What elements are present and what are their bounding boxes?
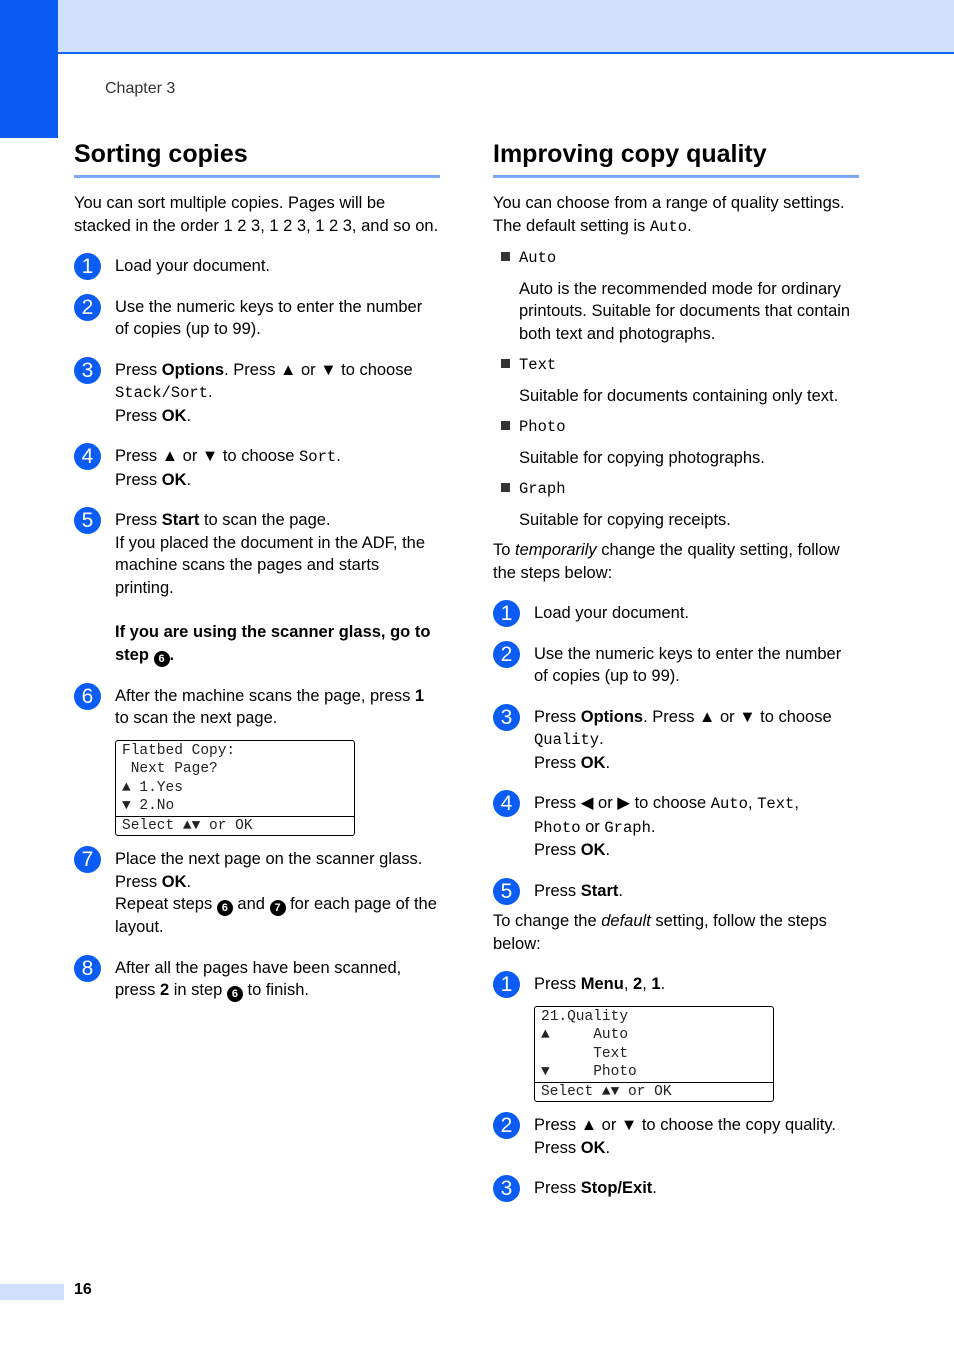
header-band: [0, 0, 954, 54]
improving-quality-heading: Improving copy quality: [493, 140, 859, 178]
step-number: 1: [493, 971, 520, 998]
default-step-3: 3 Press Stop/Exit.: [493, 1177, 859, 1200]
step-number: 2: [74, 294, 101, 321]
bullet-square-icon: [501, 483, 510, 492]
left-column: [74, 140, 440, 1002]
page-number: 16: [74, 1281, 92, 1298]
scanner-glass-note: If you are using the scanner glass, go to step 6 .: [115, 623, 431, 665]
step-number: 4: [493, 790, 520, 817]
bullet-square-icon: [501, 421, 510, 430]
step-number: 5: [493, 878, 520, 905]
step-number: 6: [74, 683, 101, 710]
bullet-square-icon: [501, 252, 510, 261]
step-ref-icon: 6: [217, 900, 233, 916]
lcd-display-quality: 21.Quality ▲ Auto Text ▼ Photo Select ▲▼ or OK: [534, 1006, 774, 1103]
default-intro: To change the default setting, follow the steps below:: [493, 912, 827, 953]
page-number-bar: [0, 1284, 64, 1300]
right-column: [493, 140, 859, 1200]
step-ref-icon: 6: [154, 651, 170, 667]
step-number: 2: [493, 641, 520, 668]
sorting-copies-heading: Sorting copies: [74, 140, 440, 178]
step-number: 3: [74, 357, 101, 384]
step-number: 7: [74, 846, 101, 873]
sort-step-7: 7 Place the next page on the scanner glass. Press OK. Repeat steps 6 and 7 for each page of the layout.: [74, 848, 440, 939]
chapter-label: Chapter 3: [105, 80, 176, 97]
default-step-2: 2 Press ▲ or ▼ to choose the copy quality. Press OK.: [493, 1114, 859, 1159]
step-number: 8: [74, 955, 101, 982]
temp-step-3: 3 Press Options. Press ▲ or ▼ to choose Quality. Press OK.: [493, 706, 859, 775]
sorting-intro: You can sort multiple copies. Pages will be stacked in the order 1 2 3, 1 2 3, 1 2 3, and so on.: [74, 194, 439, 235]
step-number: 2: [493, 1112, 520, 1139]
sort-step-6: 6 After the machine scans the page, press 1 to scan the next page. Flatbed Copy: Next Page? ▲ 1.Yes ▼ 2.No Select ▲▼ or OK: [74, 685, 440, 837]
sort-step-8: 8 After all the pages have been scanned, press 2 in step 6 to finish.: [74, 957, 440, 1003]
temp-step-2: 2 Use the numeric keys to enter the number of copies (up to 99).: [493, 643, 859, 688]
default-step-1: 1 Press Menu, 2, 1. 21.Quality ▲ Auto Text ▼ Photo Select ▲▼ or OK: [493, 973, 859, 1102]
chapter-tab: [0, 0, 58, 138]
sort-step-4: 4 Press ▲ or ▼ to choose Sort. Press OK.: [74, 445, 440, 491]
step-number: 1: [74, 253, 101, 280]
bullet-square-icon: [501, 359, 510, 368]
option-photo: Photo Suitable for copying photographs.: [493, 415, 859, 469]
sort-step-3: 3 Press Options. Press ▲ or ▼ to choose Stack/Sort. Press OK.: [74, 359, 440, 428]
sort-step-2: 2 Use the numeric keys to enter the number of copies (up to 99).: [74, 296, 440, 341]
temp-step-4: 4 Press ◀ or ▶ to choose Auto, Text, Photo or Graph. Press OK.: [493, 792, 859, 862]
quality-intro: You can choose from a range of quality settings. The default setting is Auto.: [493, 194, 845, 236]
option-text: Text Suitable for documents containing only text.: [493, 353, 859, 407]
step-number: 3: [493, 704, 520, 731]
step-ref-icon: 7: [270, 900, 286, 916]
temp-step-1: 1 Load your document.: [493, 602, 859, 625]
lcd-display-next-page: Flatbed Copy: Next Page? ▲ 1.Yes ▼ 2.No Select ▲▼ or OK: [115, 740, 355, 837]
option-graph: Graph Suitable for copying receipts.: [493, 477, 859, 531]
temporarily-intro: To temporarily change the quality setting, follow the steps below:: [493, 541, 840, 582]
step-number: 4: [74, 443, 101, 470]
sort-step-5: 5 Press Start to scan the page. If you placed the document in the ADF, the machine scans the pages and starts printing. If you are using the scanner glass, go to step 6 .: [74, 509, 440, 667]
sort-step-1: 1 Load your document.: [74, 255, 440, 278]
option-auto: Auto Auto is the recommended mode for ordinary printouts. Suitable for documents that contain both text and photographs.: [493, 246, 859, 345]
step-number: 1: [493, 600, 520, 627]
step-number: 5: [74, 507, 101, 534]
step-number: 3: [493, 1175, 520, 1202]
step-ref-icon: 6: [227, 986, 243, 1002]
temp-step-5: 5 Press Start.: [493, 880, 859, 903]
